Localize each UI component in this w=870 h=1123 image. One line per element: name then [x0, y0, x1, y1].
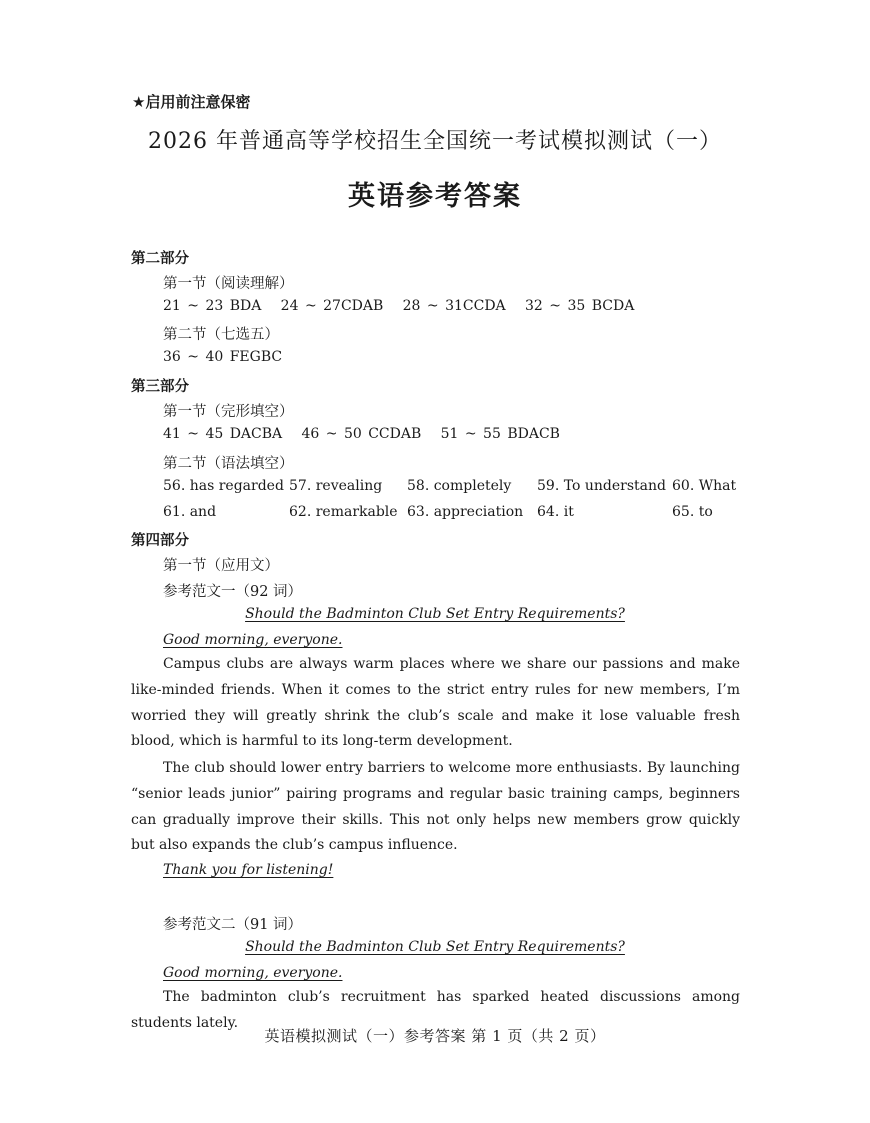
part2-section2-answers: 36 ~ 40 FEGBC: [163, 349, 283, 365]
grammar-answer: 56. has regarded: [163, 478, 284, 494]
grammar-answer: 64. it: [537, 504, 574, 520]
part3-section2-heading: 第二节（语法填空）: [163, 456, 294, 472]
sample2-greeting: Good morning, everyone.: [163, 965, 343, 981]
grammar-answer: 65. to: [672, 504, 713, 520]
part2-section2-heading: 第二节（七选五）: [163, 327, 279, 343]
grammar-answer: 62. remarkable: [289, 504, 398, 520]
part4-heading: 第四部分: [131, 533, 189, 549]
grammar-answer: 57. revealing: [289, 478, 383, 494]
page-footer: 英语模拟测试（一）参考答案 第 1 页（共 2 页）: [264, 1027, 606, 1045]
sample1-paragraph: The club should lower entry barriers to welcome more enthusiasts. By launching “senior leads junior” pairing programs and regular basic training camps, beginners can gradually improve their skills. This not only helps new members grow quickly but also expands the club’s campus influence.: [131, 760, 740, 854]
sample2-label: 参考范文二（91 词）: [163, 917, 303, 933]
grammar-answer: 59. To understand: [537, 478, 666, 494]
confidential-notice: ★启用前注意保密: [132, 93, 251, 111]
part3-section1-answers: 41 ~ 45 DACBA 46 ~ 50 CCDAB 51 ~ 55 BDACB: [163, 426, 560, 442]
sample1-paragraph: Campus clubs are always warm places where we share our passions and make like-minded friends. When it comes to the strict entry rules for new members, I’m worried they will greatly shrink the club’s scale and make it lose valuable fresh blood, which is harmful to its long-term development.: [131, 656, 740, 750]
sample1-title: Should the Badminton Club Set Entry Requirements?: [245, 606, 625, 622]
answer-key-title: 英语参考答案: [348, 181, 522, 212]
grammar-answer: 63. appreciation: [407, 504, 524, 520]
sample1-greeting: Good morning, everyone.: [163, 632, 343, 648]
sample1-label: 参考范文一（92 词）: [163, 584, 303, 600]
exam-title: 2026 年普通高等学校招生全国统一考试模拟测试（一）: [148, 129, 722, 154]
part3-heading: 第三部分: [131, 379, 189, 395]
part4-section1-heading: 第一节（应用文）: [163, 558, 279, 574]
part2-section1-answers: 21 ~ 23 BDA 24 ~ 27CDAB 28 ~ 31CCDA 32 ~ 35 BCDA: [163, 298, 635, 314]
part2-section1-heading: 第一节（阅读理解）: [163, 276, 294, 292]
part3-section1-heading: 第一节（完形填空）: [163, 404, 294, 420]
grammar-answer: 61. and: [163, 504, 217, 520]
sample1-closing: Thank you for listening!: [163, 862, 334, 878]
sample2-title: Should the Badminton Club Set Entry Requirements?: [245, 939, 625, 955]
part2-heading: 第二部分: [131, 251, 189, 267]
grammar-answer: 60. What: [672, 478, 737, 494]
grammar-answer: 58. completely: [407, 478, 512, 494]
sample2-paragraph: The badminton club’s recruitment has sparked heated discussions among students lately.: [131, 989, 740, 1031]
